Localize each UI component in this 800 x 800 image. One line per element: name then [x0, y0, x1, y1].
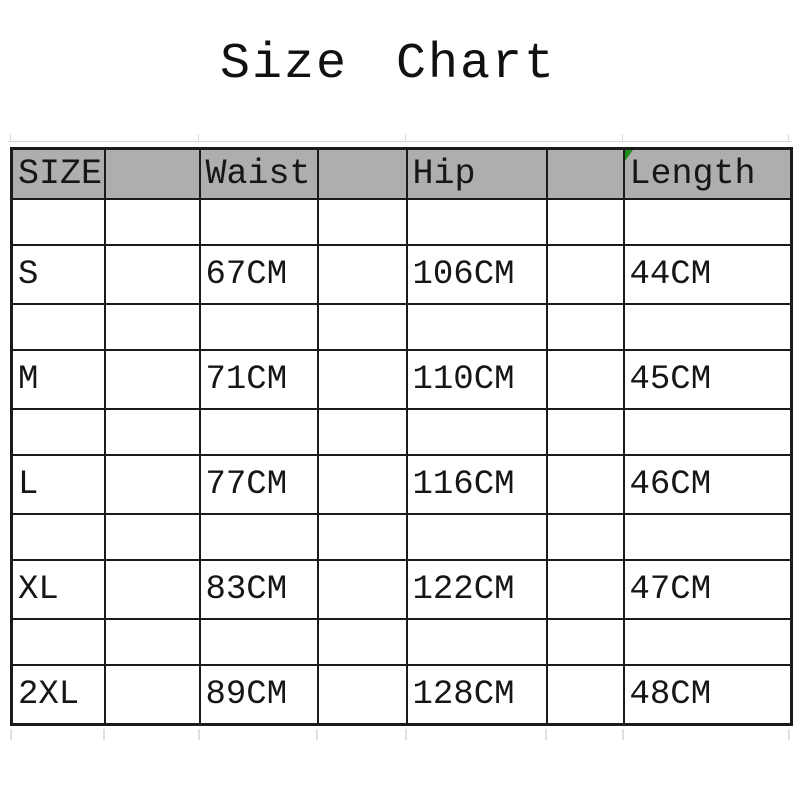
gridline-tick [10, 134, 11, 141]
spacer-cell [200, 409, 318, 455]
gridline-stub [622, 729, 624, 740]
length-cell: 44CM [624, 245, 792, 304]
header-cell-size: SIZE [12, 149, 105, 200]
spacer-cell [547, 409, 624, 455]
spacer-cell [318, 619, 407, 665]
waist-cell: 89CM [200, 665, 318, 725]
spacer-cell [105, 560, 200, 619]
spacer-cell [105, 350, 200, 409]
spacer-cell [624, 304, 792, 350]
spacer-cell [200, 199, 318, 245]
spacer-cell [318, 304, 407, 350]
table-row-m [12, 350, 792, 409]
spacer-cell [105, 199, 200, 245]
spacer-cell [200, 619, 318, 665]
spacer-cell [547, 455, 624, 514]
spacer-cell [318, 199, 407, 245]
spacer-cell [12, 514, 105, 560]
hip-cell: 122CM [407, 560, 547, 619]
gridline-stub [405, 729, 407, 740]
spacer-cell [105, 665, 200, 725]
table-row-xl [12, 560, 792, 619]
spacer-cell [318, 665, 407, 725]
spacer-cell [12, 619, 105, 665]
length-cell: 45CM [624, 350, 792, 409]
waist-cell: 67CM [200, 245, 318, 304]
header-cell-length [624, 149, 792, 200]
spacer-row [12, 199, 792, 245]
spacer-cell [200, 514, 318, 560]
gridline-stub [198, 729, 200, 740]
gridline-stub [788, 729, 790, 740]
spacer-cell [318, 245, 407, 304]
table-row-s [12, 245, 792, 304]
green-corner-triangle-icon [625, 150, 633, 161]
spacer-cell [547, 665, 624, 725]
spacer-cell [12, 409, 105, 455]
length-cell: 47CM [624, 560, 792, 619]
spacer-cell [105, 619, 200, 665]
header-cell-spacer-2 [318, 149, 407, 200]
spacer-cell [547, 514, 624, 560]
spacer-cell [547, 619, 624, 665]
spacer-cell [407, 199, 547, 245]
waist-cell: 77CM [200, 455, 318, 514]
spacer-cell [547, 304, 624, 350]
table-row-2xl [12, 665, 792, 725]
gridline-stub [316, 729, 318, 740]
header-cell-hip: Hip [407, 149, 547, 200]
size-cell: S [12, 245, 105, 304]
spacer-cell [318, 409, 407, 455]
waist-cell: 83CM [200, 560, 318, 619]
size-cell: 2XL [12, 665, 105, 725]
spacer-cell [105, 304, 200, 350]
spacer-cell [547, 199, 624, 245]
gridline-tick [622, 134, 623, 141]
gridline-stub [103, 729, 105, 740]
gridline-stub [10, 729, 12, 740]
spacer-row [12, 304, 792, 350]
spacer-cell [407, 619, 547, 665]
spacer-row [12, 514, 792, 560]
length-cell: 48CM [624, 665, 792, 725]
header-cell-spacer-3 [547, 149, 624, 200]
header-row [12, 149, 792, 200]
spacer-cell [624, 199, 792, 245]
spacer-row [12, 619, 792, 665]
gridline-stub [545, 729, 547, 740]
header-cell-spacer-1 [105, 149, 200, 200]
spacer-cell [547, 560, 624, 619]
page-title: Size Chart [219, 36, 557, 93]
gridline-tick [788, 134, 789, 141]
hip-cell: 110CM [407, 350, 547, 409]
spacer-row [12, 409, 792, 455]
header-label-length: Length [629, 153, 756, 194]
spacer-cell [105, 514, 200, 560]
waist-cell: 71CM [200, 350, 318, 409]
length-cell: 46CM [624, 455, 792, 514]
spacer-cell [547, 350, 624, 409]
header-cell-waist: Waist [200, 149, 318, 200]
spacer-cell [318, 514, 407, 560]
spacer-cell [547, 245, 624, 304]
gridline-tick [198, 134, 199, 141]
size-cell: L [12, 455, 105, 514]
size-chart-table [10, 147, 793, 726]
hip-cell: 128CM [407, 665, 547, 725]
spacer-cell [318, 350, 407, 409]
spacer-cell [12, 304, 105, 350]
spacer-cell [318, 560, 407, 619]
size-cell: XL [12, 560, 105, 619]
spacer-cell [105, 245, 200, 304]
hip-cell: 106CM [407, 245, 547, 304]
spacer-cell [624, 514, 792, 560]
spacer-cell [624, 619, 792, 665]
spacer-cell [407, 409, 547, 455]
hip-cell: 116CM [407, 455, 547, 514]
spacer-cell [624, 409, 792, 455]
spacer-cell [12, 199, 105, 245]
spacer-cell [318, 455, 407, 514]
spacer-cell [200, 304, 318, 350]
gridline-tick [405, 134, 406, 141]
spacer-cell [105, 409, 200, 455]
spacer-cell [407, 304, 547, 350]
spacer-cell [105, 455, 200, 514]
spacer-cell [407, 514, 547, 560]
faint-gridline-top [8, 141, 792, 142]
table-row-l [12, 455, 792, 514]
size-cell: M [12, 350, 105, 409]
